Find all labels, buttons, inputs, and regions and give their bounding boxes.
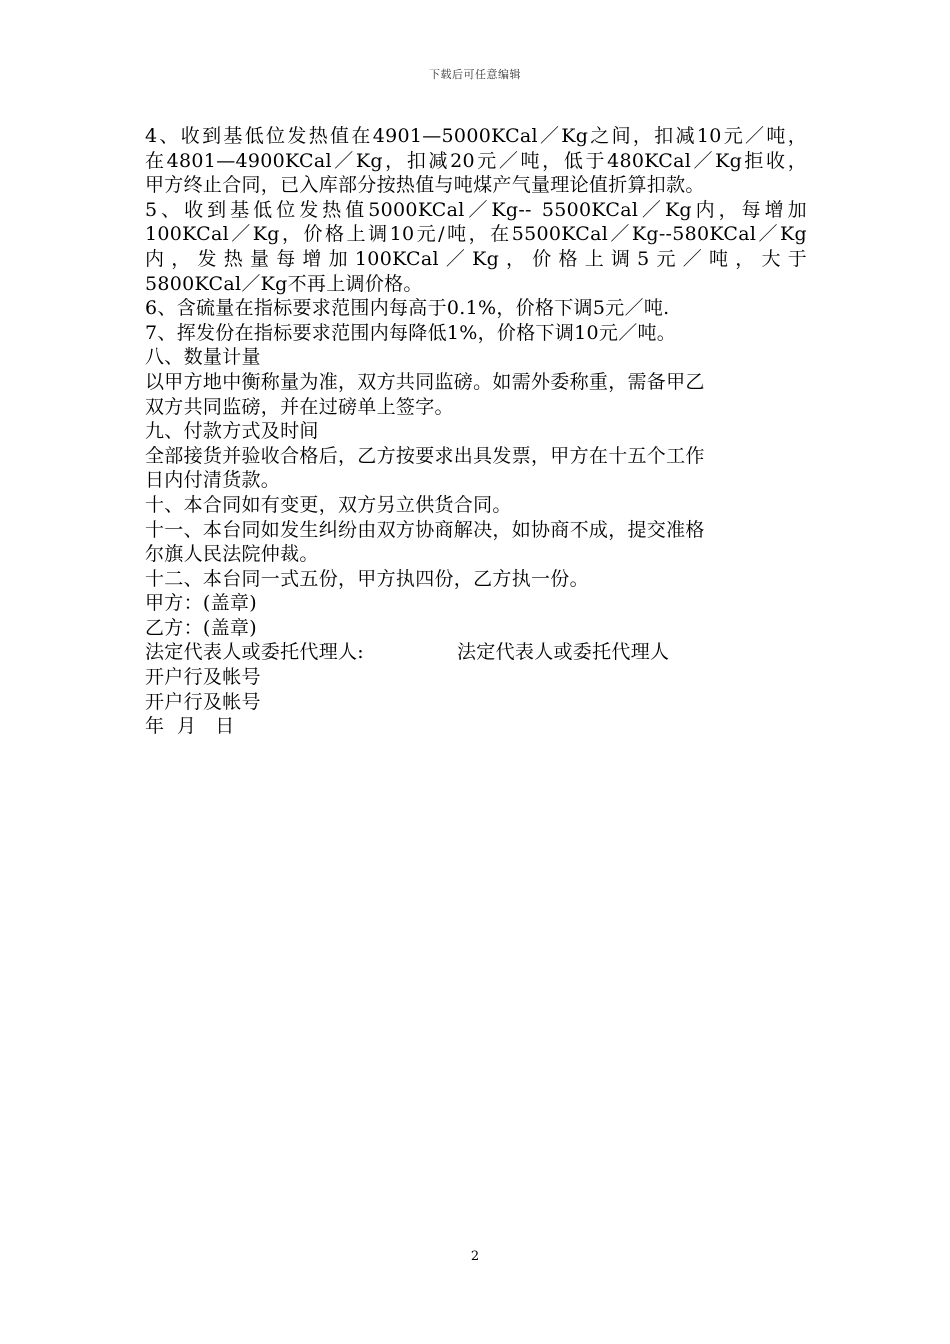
clause-5-line-3: 内，发热量每增加100KCal／Kg，价格上调5元／吨，大于 (145, 247, 807, 270)
clause-7: 7、挥发份在指标要求范围内每降低1%，价格下调10元／吨。 (145, 321, 677, 344)
clause-4-line-1: 4、收到基低位发热值在4901—5000KCal／Kg之间，扣减10元／吨， (145, 125, 807, 147)
clause-5-line-2: 100KCal／Kg，价格上调10元/吨，在5500KCal／Kg--580KCal／Kg (145, 223, 807, 246)
section-12: 十二、本台同一式五份，甲方执四份，乙方执一份。 (145, 567, 589, 590)
section-9-line-1: 全部接货并验收合格后，乙方按要求出具发票，甲方在十五个工作 (145, 444, 705, 467)
clause-5-line-4: 5800KCal／Kg不再上调价格。 (145, 272, 423, 295)
section-8-line-1: 以甲方地中衡称量为准，双方共同监磅。如需外委称重，需备甲乙 (145, 370, 705, 393)
section-10: 十、本合同如有变更，双方另立供货合同。 (145, 493, 512, 516)
clause-4-line-3: 甲方终止合同，已入库部分按热值与吨煤产气量理论值折算扣款。 (145, 174, 705, 197)
representative-right: 法定代表人或委托代理人 (457, 641, 670, 664)
page-number: 2 (470, 1249, 480, 1264)
section-8-title: 八、数量计量 (145, 346, 261, 369)
section-8-line-2: 双方共同监磅，并在过磅单上签字。 (145, 395, 454, 418)
party-b-seal: 乙方：(盖章) (145, 616, 257, 639)
page-header: 下载后可任意编辑 (429, 68, 521, 81)
section-11-line-2: 尔旗人民法院仲裁。 (145, 543, 319, 566)
clause-4-line-2: 在4801—4900KCal／Kg，扣减20元／吨，低于480KCal／Kg拒收， (145, 149, 807, 172)
clause-5-line-1: 5、收到基低位发热值5000KCal／Kg-- 5500KCal／Kg内，每增加 (145, 198, 807, 221)
bank-account-2: 开户行及帐号 (145, 690, 261, 713)
document-body (145, 124, 807, 739)
date-line: 年 月 日 (145, 715, 235, 738)
representative-row (145, 640, 807, 665)
section-11-line-1: 十一、本台同如发生纠纷由双方协商解决，如协商不成，提交准格 (145, 518, 705, 541)
section-9-line-2: 日内付清货款。 (145, 469, 281, 492)
section-9-title: 九、付款方式及时间 (145, 420, 319, 443)
bank-account-1: 开户行及帐号 (145, 666, 261, 689)
clause-6: 6、含硫量在指标要求范围内每高于0.1%，价格下调5元／吨. (145, 297, 670, 320)
representative-left: 法定代表人或委托代理人: (145, 641, 365, 664)
party-a-seal: 甲方：(盖章) (145, 592, 257, 615)
